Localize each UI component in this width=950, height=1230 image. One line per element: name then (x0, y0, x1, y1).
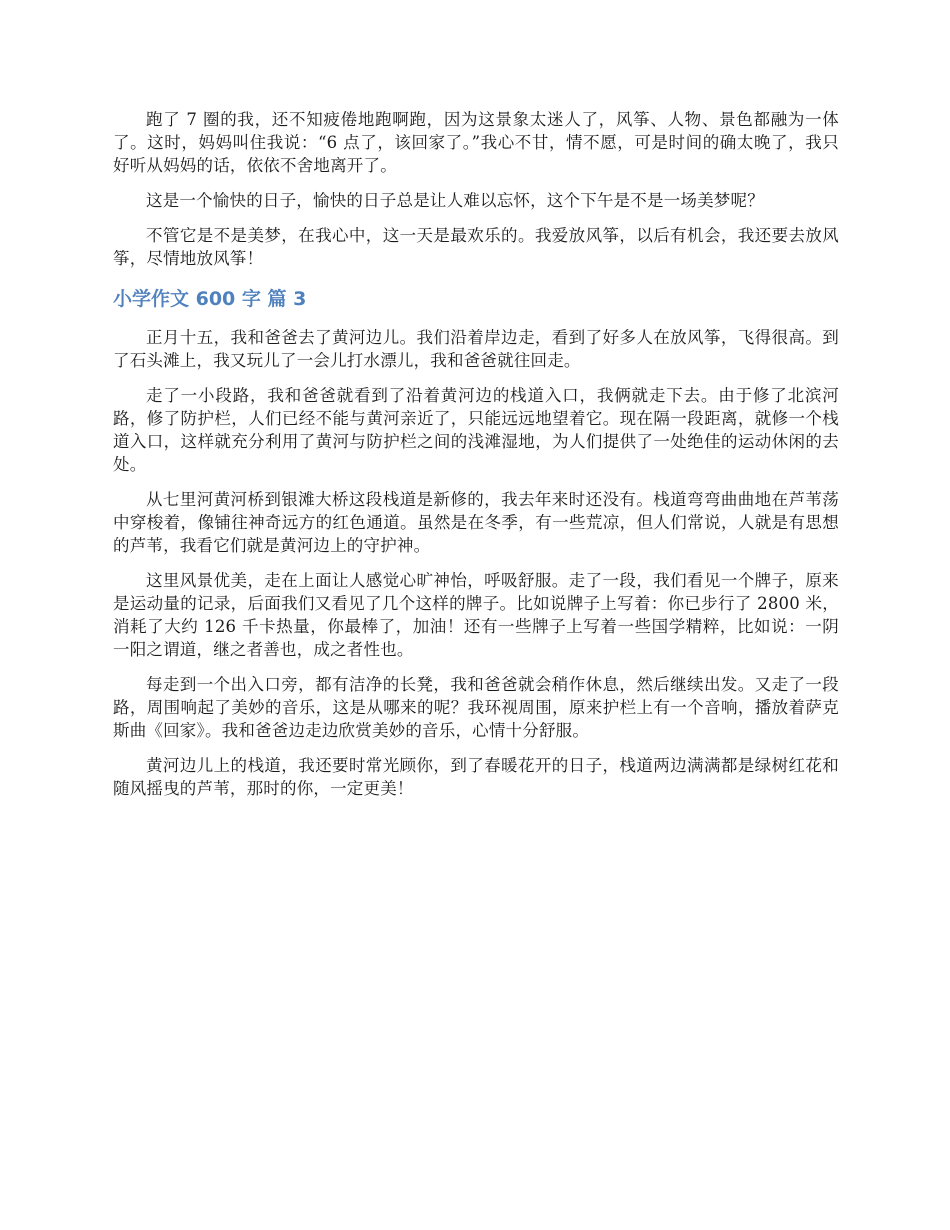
paragraph: 黄河边儿上的栈道，我还要时常光顾你，到了春暖花开的日子，栈道两边满满都是绿树红花和随风摇曳的芦苇，那时的你，一定更美！ (113, 756, 839, 798)
paragraph: 这里风景优美，走在上面让人感觉心旷神怡，呼吸舒服。走了一段，我们看见一个牌子，原来是运动量的记录，后面我们又看见了几个这样的牌子。比如说牌子上写着：你已步行了 2800 米，消耗了大约 126 千卡热量，你最棒了，加油！还有一些牌子上写着一些国学精粹，比如说：一阴一阳之谓道，继之者善也，成之者性也。 (113, 571, 839, 659)
paragraph: 从七里河黄河桥到银滩大桥这段栈道是新修的，我去年来时还没有。栈道弯弯曲曲地在芦苇荡中穿梭着，像铺往神奇远方的红色通道。虽然是在冬季，有一些荒凉，但人们常说，人就是有思想的芦苇，我看它们就是黄河边上的守护神。 (113, 490, 839, 555)
paragraph: 正月十五，我和爸爸去了黄河边儿。我们沿着岸边走，看到了好多人在放风筝，飞得很高。到了石头滩上，我又玩儿了一会儿打水漂儿，我和爸爸就往回走。 (113, 328, 839, 370)
document-page (113, 108, 839, 812)
paragraph: 不管它是不是美梦，在我心中，这一天是最欢乐的。我爱放风筝，以后有机会，我还要去放风筝，尽情地放风筝！ (113, 226, 839, 268)
paragraph: 这是一个愉快的日子，愉快的日子总是让人难以忘怀，这个下午是不是一场美梦呢？ (146, 191, 764, 210)
paragraph: 每走到一个出入口旁，都有洁净的长凳，我和爸爸就会稍作休息，然后继续出发。又走了一段路，周围响起了美妙的音乐，这是从哪来的呢？我环视周围，原来护栏上有一个音响，播放着萨克斯曲《回家》。我和爸爸边走边欣赏美妙的音乐，心情十分舒服。 (113, 675, 839, 740)
paragraph: 跑了 7 圈的我，还不知疲倦地跑啊跑，因为这景象太迷人了，风筝、人物、景色都融为一体了。这时，妈妈叫住我说：“6 点了，该回家了。”我心不甘，情不愿，可是时间的确太晚了，我只好听从妈妈的话，依依不舍地离开了。 (113, 110, 839, 175)
paragraph: 走了一小段路，我和爸爸就看到了沿着黄河边的栈道入口，我俩就走下去。由于修了北滨河路，修了防护栏，人们已经不能与黄河亲近了，只能远远地望着它。现在隔一段距离，就修一个栈道入口，这样就充分利用了黄河与防护栏之间的浅滩湿地，为人们提供了一处绝佳的运动休闲的去处。 (113, 386, 839, 474)
section-heading: 小学作文 600 字 篇 3 (113, 288, 307, 310)
